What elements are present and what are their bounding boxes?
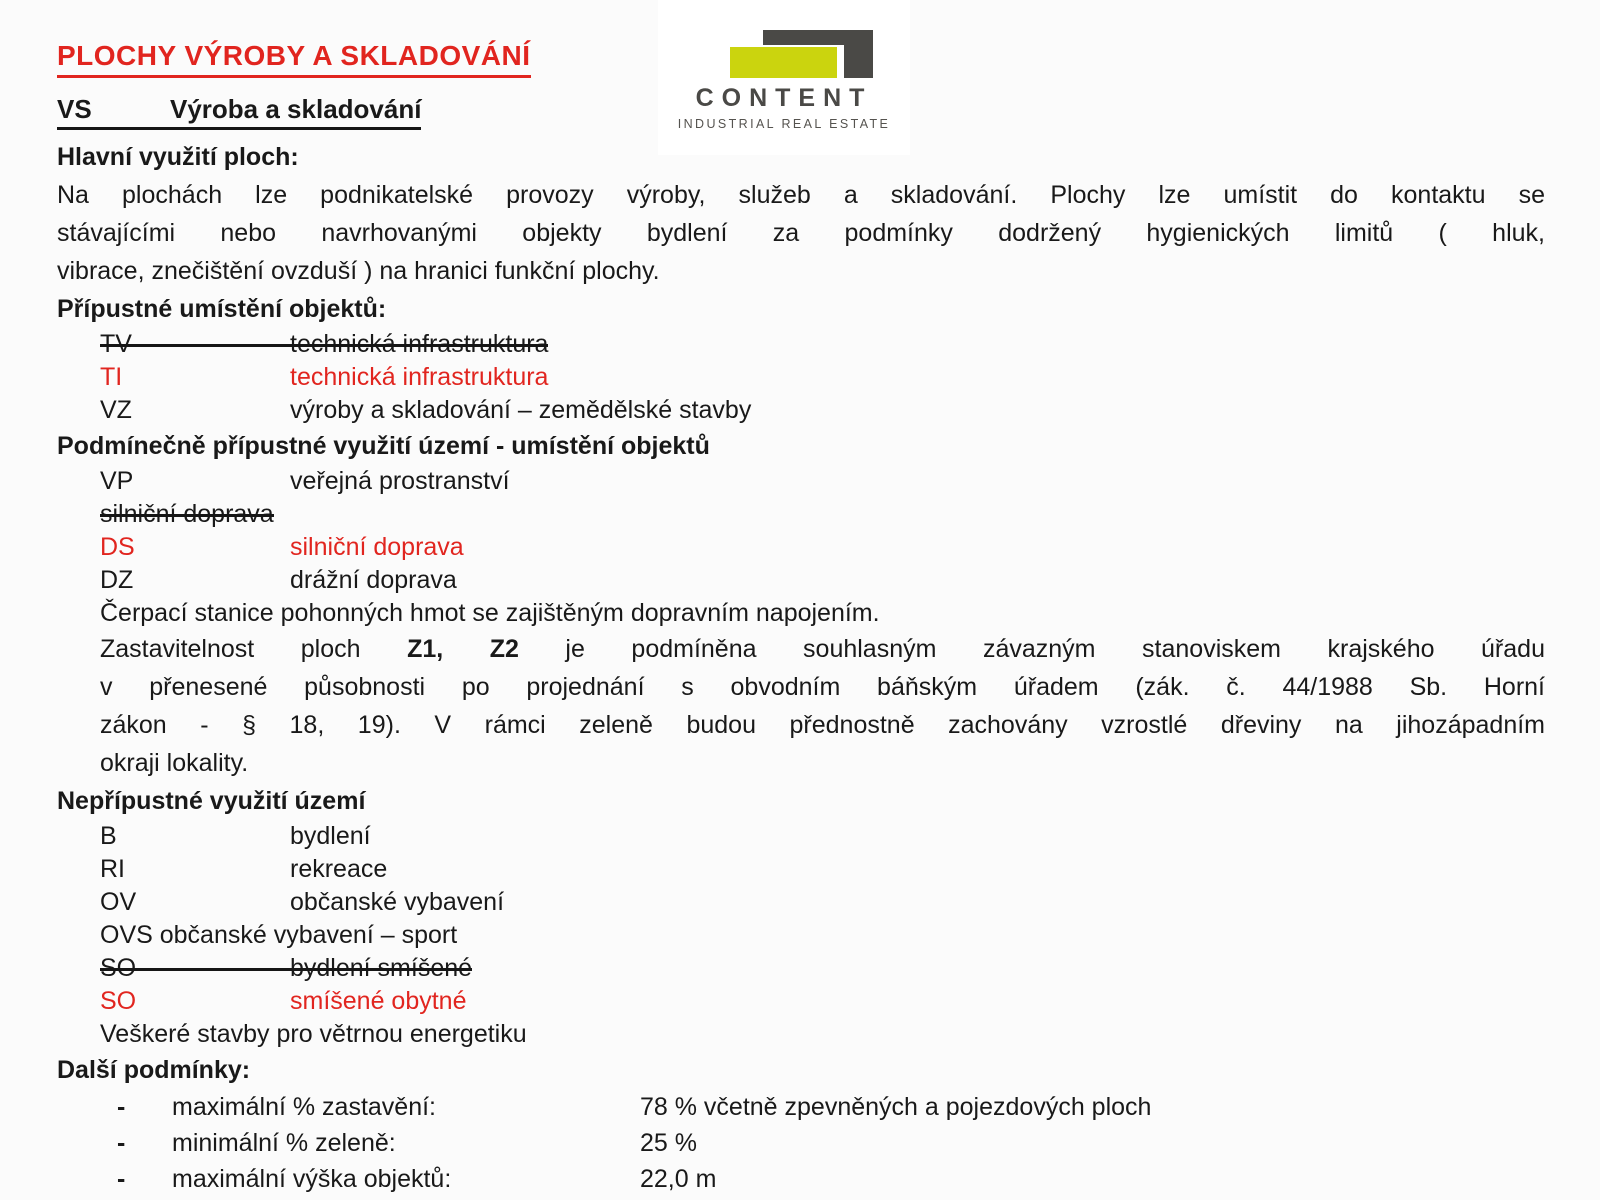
list-row-tv [100,328,548,361]
text-segment: je podmíněna souhlasným závazným stanoviskem krajského úřadu [518,635,1545,663]
item-label: drážní doprava [290,566,457,594]
list-row-ov [100,886,504,919]
zone-code: VS [57,94,92,124]
list-row-dz [100,564,457,597]
logo-tagline: INDUSTRIAL REAL ESTATE [677,117,891,131]
item-label: veřejná prostranství [290,467,510,495]
condition-value: 25 % [640,1129,697,1157]
condition-value: 78 % včetně zpevněných a pojezdových ploch [640,1093,1152,1121]
wind-energy-line: Veškeré stavby pro větrnou energetiku [100,1020,527,1048]
impermissible-heading: Nepřípustné využití území [57,787,366,815]
item-label: technická infrastruktura [290,330,549,358]
list-row-b [100,820,371,853]
paragraph-line: stávajícími nebo navrhovanými objekty bydlení za podmínky dodržený hygienických limitů ( hluk, [57,219,1545,247]
content-logo-mark-icon [658,0,910,155]
logo-wordmark: CONTENT [695,84,873,112]
item-label: občanské vybavení [290,888,505,916]
item-code: SO [100,987,137,1015]
item-label: bydlení [290,822,371,850]
item-code: DZ [100,566,134,594]
condition-row-height [117,1161,1545,1197]
item-label: silniční doprava [290,533,464,561]
item-label: technická infrastruktura [290,363,549,391]
paragraph-line: vibrace, znečištění ovzduší ) na hranici funkční plochy. [57,257,660,285]
dash-marker: - [117,1129,126,1157]
buildability-paragraph [100,630,1545,782]
item-label: smíšené obytné [290,987,467,1015]
paragraph-line: Na plochách lze podnikatelské provozy výroby, služeb a skladování. Plochy lze umístit do kontaktu se [57,181,1545,209]
list-row-ri [100,853,387,886]
zone-subtitle [57,94,421,130]
page-title: PLOCHY VÝROBY A SKLADOVÁNÍ [57,40,531,78]
paragraph-line [100,630,1545,668]
item-label: rekreace [290,855,388,883]
item-code: OV [100,888,137,916]
main-use-paragraph [57,176,1545,290]
text-segment: Zastavitelnost ploch [100,635,408,663]
item-label: výroby a skladování – zemědělské stavby [290,396,752,424]
logo-lime-rect [730,47,837,78]
paragraph-line: v přenesené působnosti po projednání s obvodním báňským úřadem (zák. č. 44/1988 Sb. Horní [100,673,1545,701]
bold-zone-codes: Z1, Z2 [407,635,519,663]
item-code: VP [100,467,134,495]
logo-dark-leg [844,30,873,78]
paragraph-line: zákon - § 18, 19). V rámci zeleně budou přednostně zachovány vzrostlé dřeviny na jihozápadním [100,711,1545,739]
permissible-heading: Přípustné umístění objektů: [57,295,387,323]
condition-label: maximální % zastavění: [172,1093,436,1121]
condition-row-greenery [117,1125,1545,1161]
condition-row-coverage [117,1089,1545,1125]
dash-marker: - [117,1165,126,1193]
conditional-heading: Podmínečně přípustné využití území - umístění objektů [57,432,710,460]
item-code: SO [100,954,137,982]
condition-label: minimální % zeleně: [172,1129,396,1157]
list-row-vz [100,394,751,427]
main-use-heading: Hlavní využití ploch: [57,143,299,171]
fuel-station-note: Čerpací stanice pohonných hmot se zajištěným dopravním napojením. [100,599,880,627]
condition-value: 22,0 m [640,1165,717,1193]
list-row-so-red [100,985,467,1018]
item-code: TI [100,363,123,391]
item-label: silniční doprava [100,500,274,528]
paragraph-line: okraji lokality. [100,749,249,777]
zone-label: Výroba a skladování [170,94,422,124]
item-code: DS [100,533,135,561]
list-row-ds [100,531,464,564]
condition-label: maximální výška objektů: [172,1165,452,1193]
list-row-silnicni-struck [100,498,274,531]
item-code: RI [100,855,125,883]
content-logo [658,0,910,155]
item-code: VZ [100,396,132,424]
item-label: bydlení smíšené [290,954,473,982]
item-code: B [100,822,117,850]
list-row-vp [100,465,510,498]
list-row-ti [100,361,548,394]
list-row-so-struck [100,952,472,985]
list-row-ovs: OVS občanské vybavení – sport [100,921,458,949]
item-code: TV [100,330,132,358]
dash-marker: - [117,1093,126,1121]
conditions-heading: Další podmínky: [57,1056,251,1084]
